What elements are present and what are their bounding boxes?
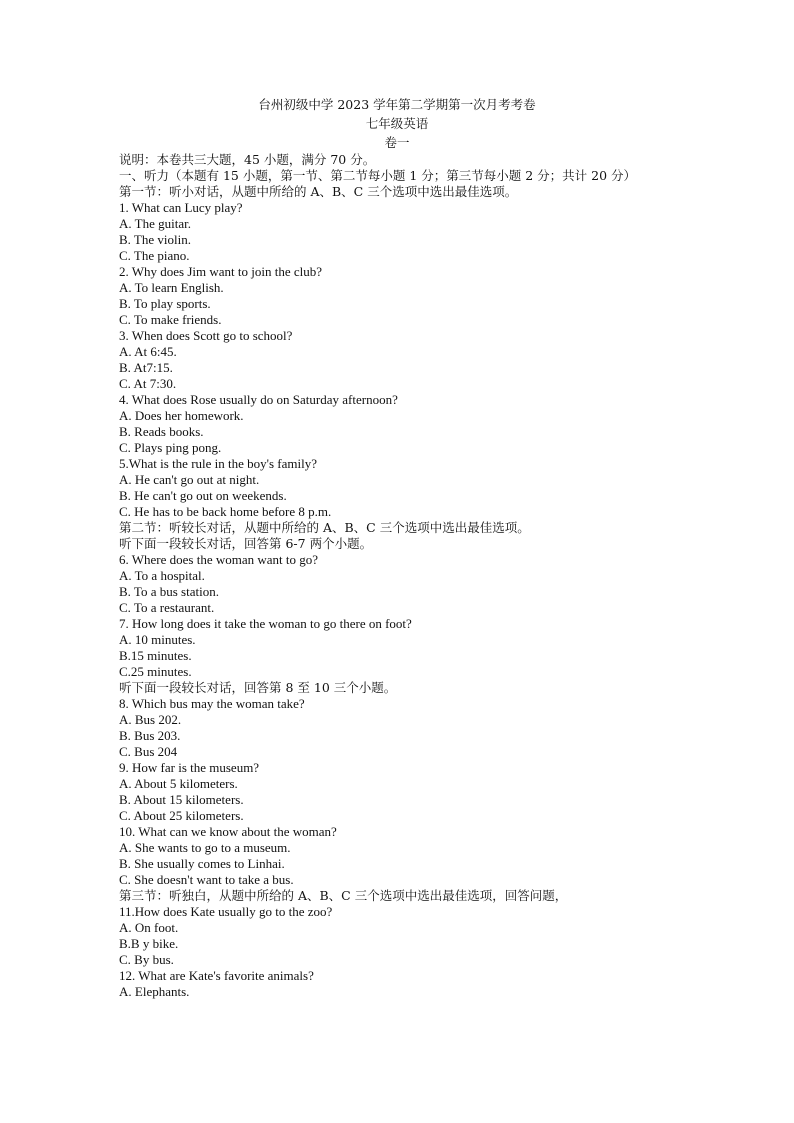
text-line: C. The piano. xyxy=(119,248,190,263)
text-line: C. To a restaurant. xyxy=(119,600,215,615)
text-line: A. 10 minutes. xyxy=(119,632,196,647)
text-line: 第一节：听小对话，从题中所给的 A、B、C 三个选项中选出最佳选项。 xyxy=(119,184,518,199)
text-line: 听下面一段较长对话，回答第 8 至 10 三个小题。 xyxy=(119,680,397,695)
text-line: A. The guitar. xyxy=(119,216,191,231)
text-line: B. To play sports. xyxy=(119,296,211,311)
text-line: B. To a bus station. xyxy=(119,584,219,599)
text-line: 第二节：听较长对话，从题中所给的 A、B、C 三个选项中选出最佳选项。 xyxy=(119,520,530,535)
text-line: 4. What does Rose usually do on Saturday afternoon? xyxy=(119,392,398,407)
text-line: C. By bus. xyxy=(119,952,174,967)
text-line: A. On foot. xyxy=(119,920,179,935)
text-line: B. About 15 kilometers. xyxy=(119,792,244,807)
text-line: 5.What is the rule in the boy's family? xyxy=(119,456,318,471)
text-line: A. Does her homework. xyxy=(119,408,244,423)
text-line: 10. What can we know about the woman? xyxy=(119,824,337,839)
text-line: C. To make friends. xyxy=(119,312,222,327)
text-line: B. Reads books. xyxy=(119,424,204,439)
exam-body xyxy=(119,152,739,1000)
text-line: C. At 7:30. xyxy=(119,376,177,391)
text-line: 一、听力（本题有 15 小题，第一节、第二节每小题 1 分；第三节每小题 2 分；共计 20 分） xyxy=(119,168,637,183)
text-line: B. He can't go out on weekends. xyxy=(119,488,287,503)
text-line: C. Bus 204 xyxy=(119,744,178,759)
text-line: A. Bus 202. xyxy=(119,712,182,727)
text-line: 11.How does Kate usually go to the zoo? xyxy=(119,904,333,919)
text-line: B.15 minutes. xyxy=(119,648,192,663)
text-line: B. The violin. xyxy=(119,232,191,247)
text-line: 6. Where does the woman want to go? xyxy=(119,552,319,567)
exam-title: 台州初级中学 2023 学年第二学期第一次月考考卷 xyxy=(258,97,536,112)
text-line: B. Bus 203. xyxy=(119,728,181,743)
text-line: 2. Why does Jim want to join the club? xyxy=(119,264,323,279)
text-line: A. About 5 kilometers. xyxy=(119,776,238,791)
text-line: A. To a hospital. xyxy=(119,568,205,583)
text-line: A. At 6:45. xyxy=(119,344,177,359)
text-line: A. Elephants. xyxy=(119,984,190,999)
text-line: 第三节：听独白，从题中所给的 A、B、C 三个选项中选出最佳选项，回答问题， xyxy=(119,888,568,903)
text-line: C. About 25 kilometers. xyxy=(119,808,244,823)
text-line: B. At7:15. xyxy=(119,360,173,375)
text-line: 8. Which bus may the woman take? xyxy=(119,696,305,711)
text-line: C. Plays ping pong. xyxy=(119,440,222,455)
exam-volume: 卷一 xyxy=(384,135,410,150)
text-line: 7. How long does it take the woman to go there on foot? xyxy=(119,616,412,631)
text-line: A. He can't go out at night. xyxy=(119,472,260,487)
text-line: 听下面一段较长对话，回答第 6-7 两个小题。 xyxy=(119,536,373,551)
text-line: B.B y bike. xyxy=(119,936,179,951)
text-line: 9. How far is the museum? xyxy=(119,760,260,775)
text-line: B. She usually comes to Linhai. xyxy=(119,856,285,871)
text-line: C.25 minutes. xyxy=(119,664,192,679)
text-line: C. She doesn't want to take a bus. xyxy=(119,872,294,887)
text-line: A. She wants to go to a museum. xyxy=(119,840,291,855)
exam-subtitle: 七年级英语 xyxy=(365,116,429,131)
text-line: A. To learn English. xyxy=(119,280,224,295)
text-line: C. He has to be back home before 8 p.m. xyxy=(119,504,332,519)
text-line: 说明：本卷共三大题，45 小题，满分 70 分。 xyxy=(119,152,376,167)
text-line: 12. What are Kate's favorite animals? xyxy=(119,968,314,983)
text-line: 1. What can Lucy play? xyxy=(119,200,243,215)
text-line: 3. When does Scott go to school? xyxy=(119,328,293,343)
